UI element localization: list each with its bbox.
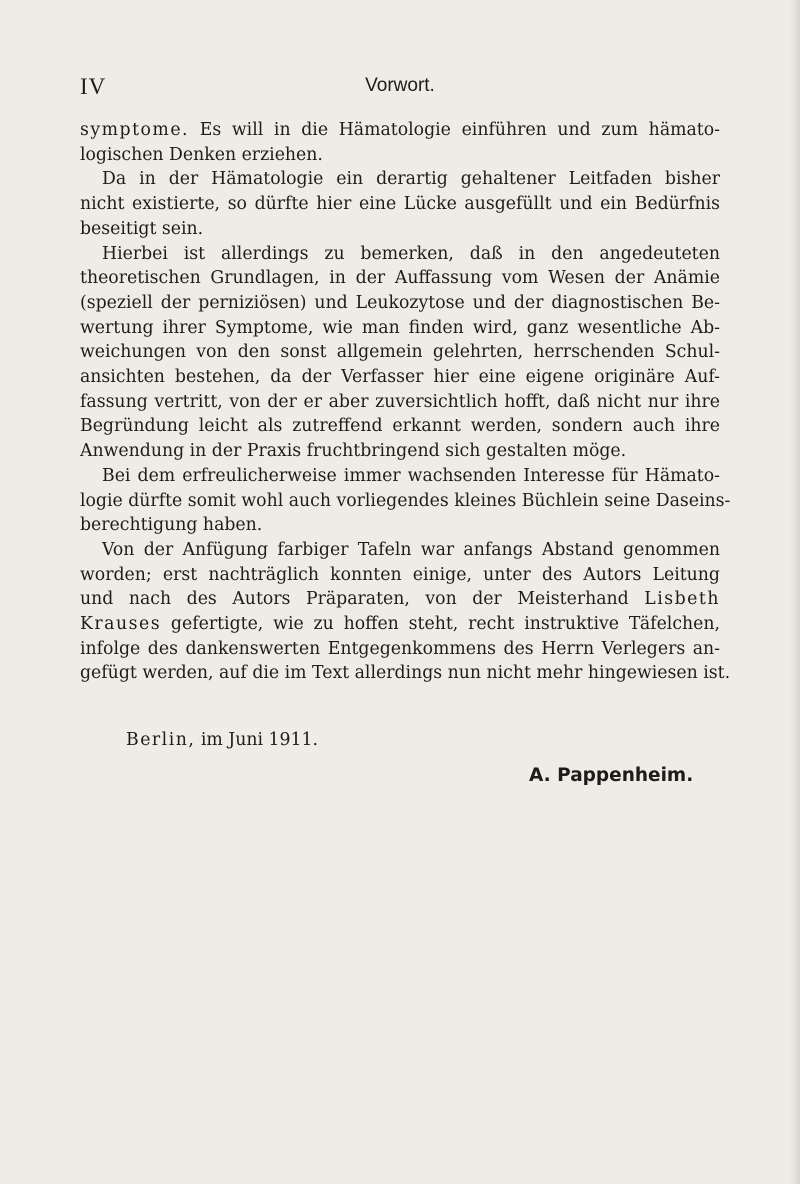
paragraph-5 [80, 538, 731, 686]
line-text: Es will in die Hämatologie einführen und zum hämato- [189, 120, 720, 140]
text-line: ansichten bestehen, da der Verfasser hier eine eigene originäre Auf- [80, 367, 720, 388]
paragraph-4 [80, 464, 731, 538]
text-line: gefügt werden, auf die im Text allerdings nun nicht mehr hingewiesen ist. [80, 663, 731, 684]
text-line: Von der Anfügung farbiger Tafeln war anfangs Abstand genommen [102, 539, 720, 560]
text-line: Begründung leicht als zutreffend erkannt werden, sondern auch ihre [80, 416, 720, 437]
dateline [126, 730, 318, 750]
paragraph-2 [80, 167, 720, 241]
text-line: logischen Denken erziehen. [80, 144, 323, 165]
emphasized-name: Lisbeth [644, 589, 720, 610]
emphasized-word: symptome. [80, 120, 190, 140]
text-line: nicht existierte, so dürfte hier eine Lücke ausgefüllt und ein Bedürfnis [80, 194, 720, 215]
author-signature: A. Pappenheim. [529, 765, 694, 786]
text-line: beseitigt sein. [80, 218, 204, 239]
page-edge-shadow [790, 0, 800, 1184]
text-line: worden; erst nachträglich konnten einige, unter des Autors Leitung [80, 564, 720, 585]
running-title: Vorwort. [365, 75, 435, 96]
text-line [80, 118, 720, 143]
text-line: berechtigung haben. [80, 515, 263, 536]
page-number: IV [80, 74, 107, 99]
date-text: im Juni 1911. [195, 730, 318, 750]
line-text: und nach des Autors Präparaten, von der Meisterhand [80, 589, 645, 610]
page-header [80, 74, 720, 104]
text-line: infolge des dankenswerten Entgegenkommens des Herrn Verlegers an- [80, 638, 720, 659]
paragraph-3 [80, 242, 720, 464]
text-line: Hierbei ist allerdings zu bemerken, daß in den angedeuteten [102, 243, 720, 264]
paragraph-1 [80, 118, 720, 167]
line-text: gefertigte, wie zu hoffen steht, recht instruktive Täfelchen, [161, 614, 720, 635]
text-line: logie dürfte somit wohl auch vorliegendes kleines Büchlein seine Daseins- [80, 490, 731, 511]
text-line [80, 587, 720, 612]
text-line: weichungen von den sonst allgemein gelehrten, herrschenden Schul- [80, 342, 720, 363]
text-line: wertung ihrer Symptome, wie man finden wird, ganz wesentliche Ab- [80, 317, 720, 338]
text-line: Anwendung in der Praxis fruchtbringend sich gestalten möge. [80, 441, 627, 462]
place-name: Berlin, [126, 730, 196, 750]
text-line: Da in der Hämatologie ein derartig gehaltener Leitfaden bisher [102, 169, 720, 190]
emphasized-name: Krauses [80, 614, 162, 635]
text-line: fassung vertritt, von der er aber zuversichtlich hofft, daß nicht nur ihre [80, 391, 720, 412]
body-text [80, 118, 731, 686]
text-line: Bei dem erfreulicherweise immer wachsenden Interesse für Hämato- [102, 465, 720, 486]
text-line: (speziell der perniziösen) und Leukozytose und der diagnostischen Be- [80, 292, 720, 313]
text-line: theoretischen Grundlagen, in der Auffassung vom Wesen der Anämie [80, 268, 720, 289]
text-line [80, 612, 720, 637]
